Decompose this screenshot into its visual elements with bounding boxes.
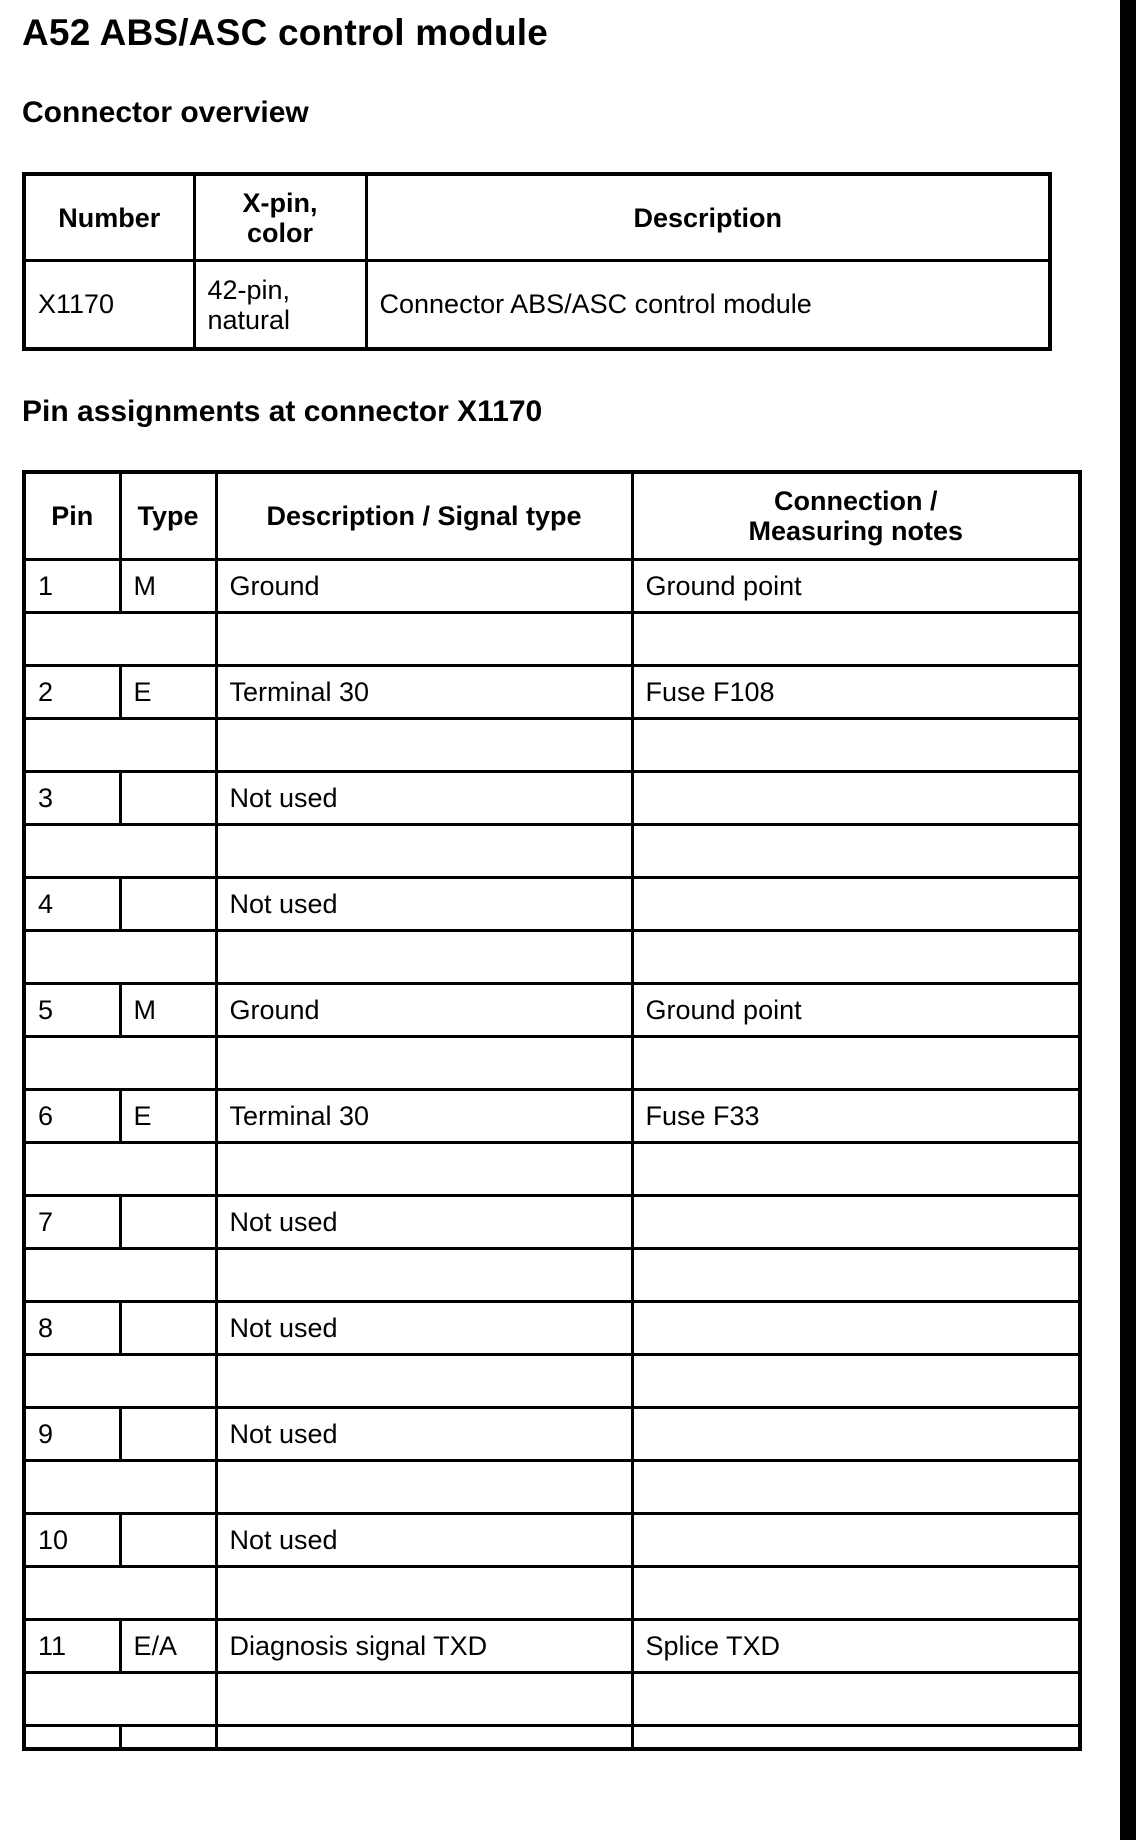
pin-spacer-row bbox=[24, 1673, 1080, 1726]
connector-description: Connector ABS/ASC control module bbox=[366, 261, 1050, 350]
pin-row bbox=[24, 878, 1080, 931]
pin-row bbox=[24, 1302, 1080, 1355]
pin-type-cell bbox=[120, 1302, 216, 1355]
pin-type-cell: E/A bbox=[120, 1620, 216, 1673]
pin-pin-cell: 1 bbox=[24, 560, 120, 613]
pin-pin-cell: 6 bbox=[24, 1090, 120, 1143]
continuation-row bbox=[24, 1726, 1080, 1750]
spacer-cell bbox=[24, 1249, 216, 1302]
spacer-cell bbox=[216, 1673, 632, 1726]
pin-description-cell: Not used bbox=[216, 1302, 632, 1355]
spacer-cell bbox=[24, 1567, 216, 1620]
pin-type-cell bbox=[120, 1196, 216, 1249]
spacer-cell bbox=[216, 1355, 632, 1408]
pin-description-cell: Not used bbox=[216, 1196, 632, 1249]
pin-connection-cell: Ground point bbox=[632, 560, 1080, 613]
pin-description-cell: Not used bbox=[216, 1514, 632, 1567]
pin-description-cell: Not used bbox=[216, 878, 632, 931]
pin-description-cell: Ground bbox=[216, 984, 632, 1037]
pin-pin-cell: 3 bbox=[24, 772, 120, 825]
continuation-cell bbox=[120, 1726, 216, 1750]
header-connection-line1: Connection / bbox=[774, 486, 938, 516]
spacer-cell bbox=[24, 613, 216, 666]
pin-pin-cell: 9 bbox=[24, 1408, 120, 1461]
pin-spacer-row bbox=[24, 1143, 1080, 1196]
pin-assignments-table bbox=[22, 470, 1082, 1751]
pin-assignments-heading: Pin assignments at connector X1170 bbox=[22, 395, 543, 428]
pin-connection-cell: Fuse F33 bbox=[632, 1090, 1080, 1143]
spacer-cell bbox=[216, 825, 632, 878]
page-edge-bar bbox=[1120, 0, 1136, 1840]
spacer-cell bbox=[216, 1249, 632, 1302]
spacer-cell bbox=[216, 931, 632, 984]
spacer-cell bbox=[216, 1461, 632, 1514]
pin-description-cell: Terminal 30 bbox=[216, 666, 632, 719]
pin-row bbox=[24, 984, 1080, 1037]
pin-row bbox=[24, 1090, 1080, 1143]
spacer-cell bbox=[632, 1567, 1080, 1620]
pin-connection-cell bbox=[632, 1196, 1080, 1249]
header-connection bbox=[632, 472, 1080, 560]
header-xpin-line2: color bbox=[246, 217, 313, 248]
spacer-cell bbox=[216, 1567, 632, 1620]
spacer-cell bbox=[24, 1461, 216, 1514]
spacer-cell bbox=[632, 931, 1080, 984]
pin-spacer-row bbox=[24, 1355, 1080, 1408]
spacer-cell bbox=[632, 825, 1080, 878]
pin-pin-cell: 11 bbox=[24, 1620, 120, 1673]
pin-row bbox=[24, 560, 1080, 613]
pin-description-cell: Diagnosis signal TXD bbox=[216, 1620, 632, 1673]
spacer-cell bbox=[632, 1143, 1080, 1196]
pin-row bbox=[24, 1514, 1080, 1567]
pin-description-cell: Not used bbox=[216, 772, 632, 825]
spacer-cell bbox=[24, 1037, 216, 1090]
connector-overview-table bbox=[22, 172, 1052, 351]
spacer-cell bbox=[632, 1037, 1080, 1090]
pin-spacer-row bbox=[24, 1249, 1080, 1302]
pin-connection-cell bbox=[632, 1408, 1080, 1461]
spacer-cell bbox=[216, 719, 632, 772]
spacer-cell bbox=[632, 719, 1080, 772]
pin-pin-cell: 7 bbox=[24, 1196, 120, 1249]
pin-type-cell: E bbox=[120, 666, 216, 719]
pin-connection-cell bbox=[632, 1514, 1080, 1567]
header-type: Type bbox=[120, 472, 216, 560]
pin-connection-cell bbox=[632, 878, 1080, 931]
pin-connection-cell: Splice TXD bbox=[632, 1620, 1080, 1673]
connector-number: X1170 bbox=[24, 261, 194, 350]
pin-row bbox=[24, 1620, 1080, 1673]
spacer-cell bbox=[24, 931, 216, 984]
pin-type-cell: E bbox=[120, 1090, 216, 1143]
header-pin: Pin bbox=[24, 472, 120, 560]
pin-description-cell: Not used bbox=[216, 1408, 632, 1461]
header-connection-line2: Measuring notes bbox=[748, 516, 964, 546]
spacer-cell bbox=[24, 1355, 216, 1408]
header-xpin-color bbox=[194, 174, 366, 261]
header-xpin-line1: X-pin, bbox=[242, 187, 318, 218]
pin-type-cell bbox=[120, 772, 216, 825]
spacer-cell bbox=[632, 1249, 1080, 1302]
pin-type-cell bbox=[120, 1408, 216, 1461]
overview-header-row bbox=[24, 174, 1050, 261]
pin-connection-cell: Ground point bbox=[632, 984, 1080, 1037]
pin-spacer-row bbox=[24, 1567, 1080, 1620]
pin-rows bbox=[24, 560, 1080, 1750]
pin-row bbox=[24, 666, 1080, 719]
pin-pin-cell: 8 bbox=[24, 1302, 120, 1355]
header-signal-description: Description / Signal type bbox=[216, 472, 632, 560]
spacer-cell bbox=[24, 825, 216, 878]
header-description: Description bbox=[366, 174, 1050, 261]
pin-connection-cell bbox=[632, 1302, 1080, 1355]
pin-row bbox=[24, 1408, 1080, 1461]
pin-spacer-row bbox=[24, 1037, 1080, 1090]
pin-type-cell bbox=[120, 1514, 216, 1567]
spacer-cell bbox=[24, 1673, 216, 1726]
pin-spacer-row bbox=[24, 931, 1080, 984]
spacer-cell bbox=[24, 719, 216, 772]
spacer-cell bbox=[632, 1461, 1080, 1514]
connector-xpin-line2: natural bbox=[207, 304, 291, 335]
pin-description-cell: Ground bbox=[216, 560, 632, 613]
pin-spacer-row bbox=[24, 719, 1080, 772]
page-title: A52 ABS/ASC control module bbox=[22, 12, 549, 53]
pin-pin-cell: 10 bbox=[24, 1514, 120, 1567]
spacer-cell bbox=[632, 1355, 1080, 1408]
connector-overview-heading: Connector overview bbox=[22, 96, 309, 129]
spacer-cell bbox=[632, 1673, 1080, 1726]
continuation-cell bbox=[24, 1726, 120, 1750]
pin-pin-cell: 2 bbox=[24, 666, 120, 719]
spacer-cell bbox=[216, 613, 632, 666]
pin-spacer-row bbox=[24, 1461, 1080, 1514]
spacer-cell bbox=[216, 1143, 632, 1196]
spacer-cell bbox=[24, 1143, 216, 1196]
pin-connection-cell: Fuse F108 bbox=[632, 666, 1080, 719]
continuation-cell bbox=[632, 1726, 1080, 1750]
pin-row bbox=[24, 1196, 1080, 1249]
connector-xpin-color bbox=[194, 261, 366, 350]
pin-spacer-row bbox=[24, 613, 1080, 666]
connector-xpin-line1: 42-pin, bbox=[207, 274, 291, 305]
continuation-cell bbox=[216, 1726, 632, 1750]
overview-row bbox=[24, 261, 1050, 350]
pin-description-cell: Terminal 30 bbox=[216, 1090, 632, 1143]
pin-type-cell: M bbox=[120, 560, 216, 613]
pin-pin-cell: 5 bbox=[24, 984, 120, 1037]
pin-pin-cell: 4 bbox=[24, 878, 120, 931]
pin-spacer-row bbox=[24, 825, 1080, 878]
spacer-cell bbox=[216, 1037, 632, 1090]
pin-row bbox=[24, 772, 1080, 825]
spacer-cell bbox=[632, 613, 1080, 666]
pin-connection-cell bbox=[632, 772, 1080, 825]
header-number: Number bbox=[24, 174, 194, 261]
pin-type-cell bbox=[120, 878, 216, 931]
pin-type-cell: M bbox=[120, 984, 216, 1037]
pin-header-row bbox=[24, 472, 1080, 560]
